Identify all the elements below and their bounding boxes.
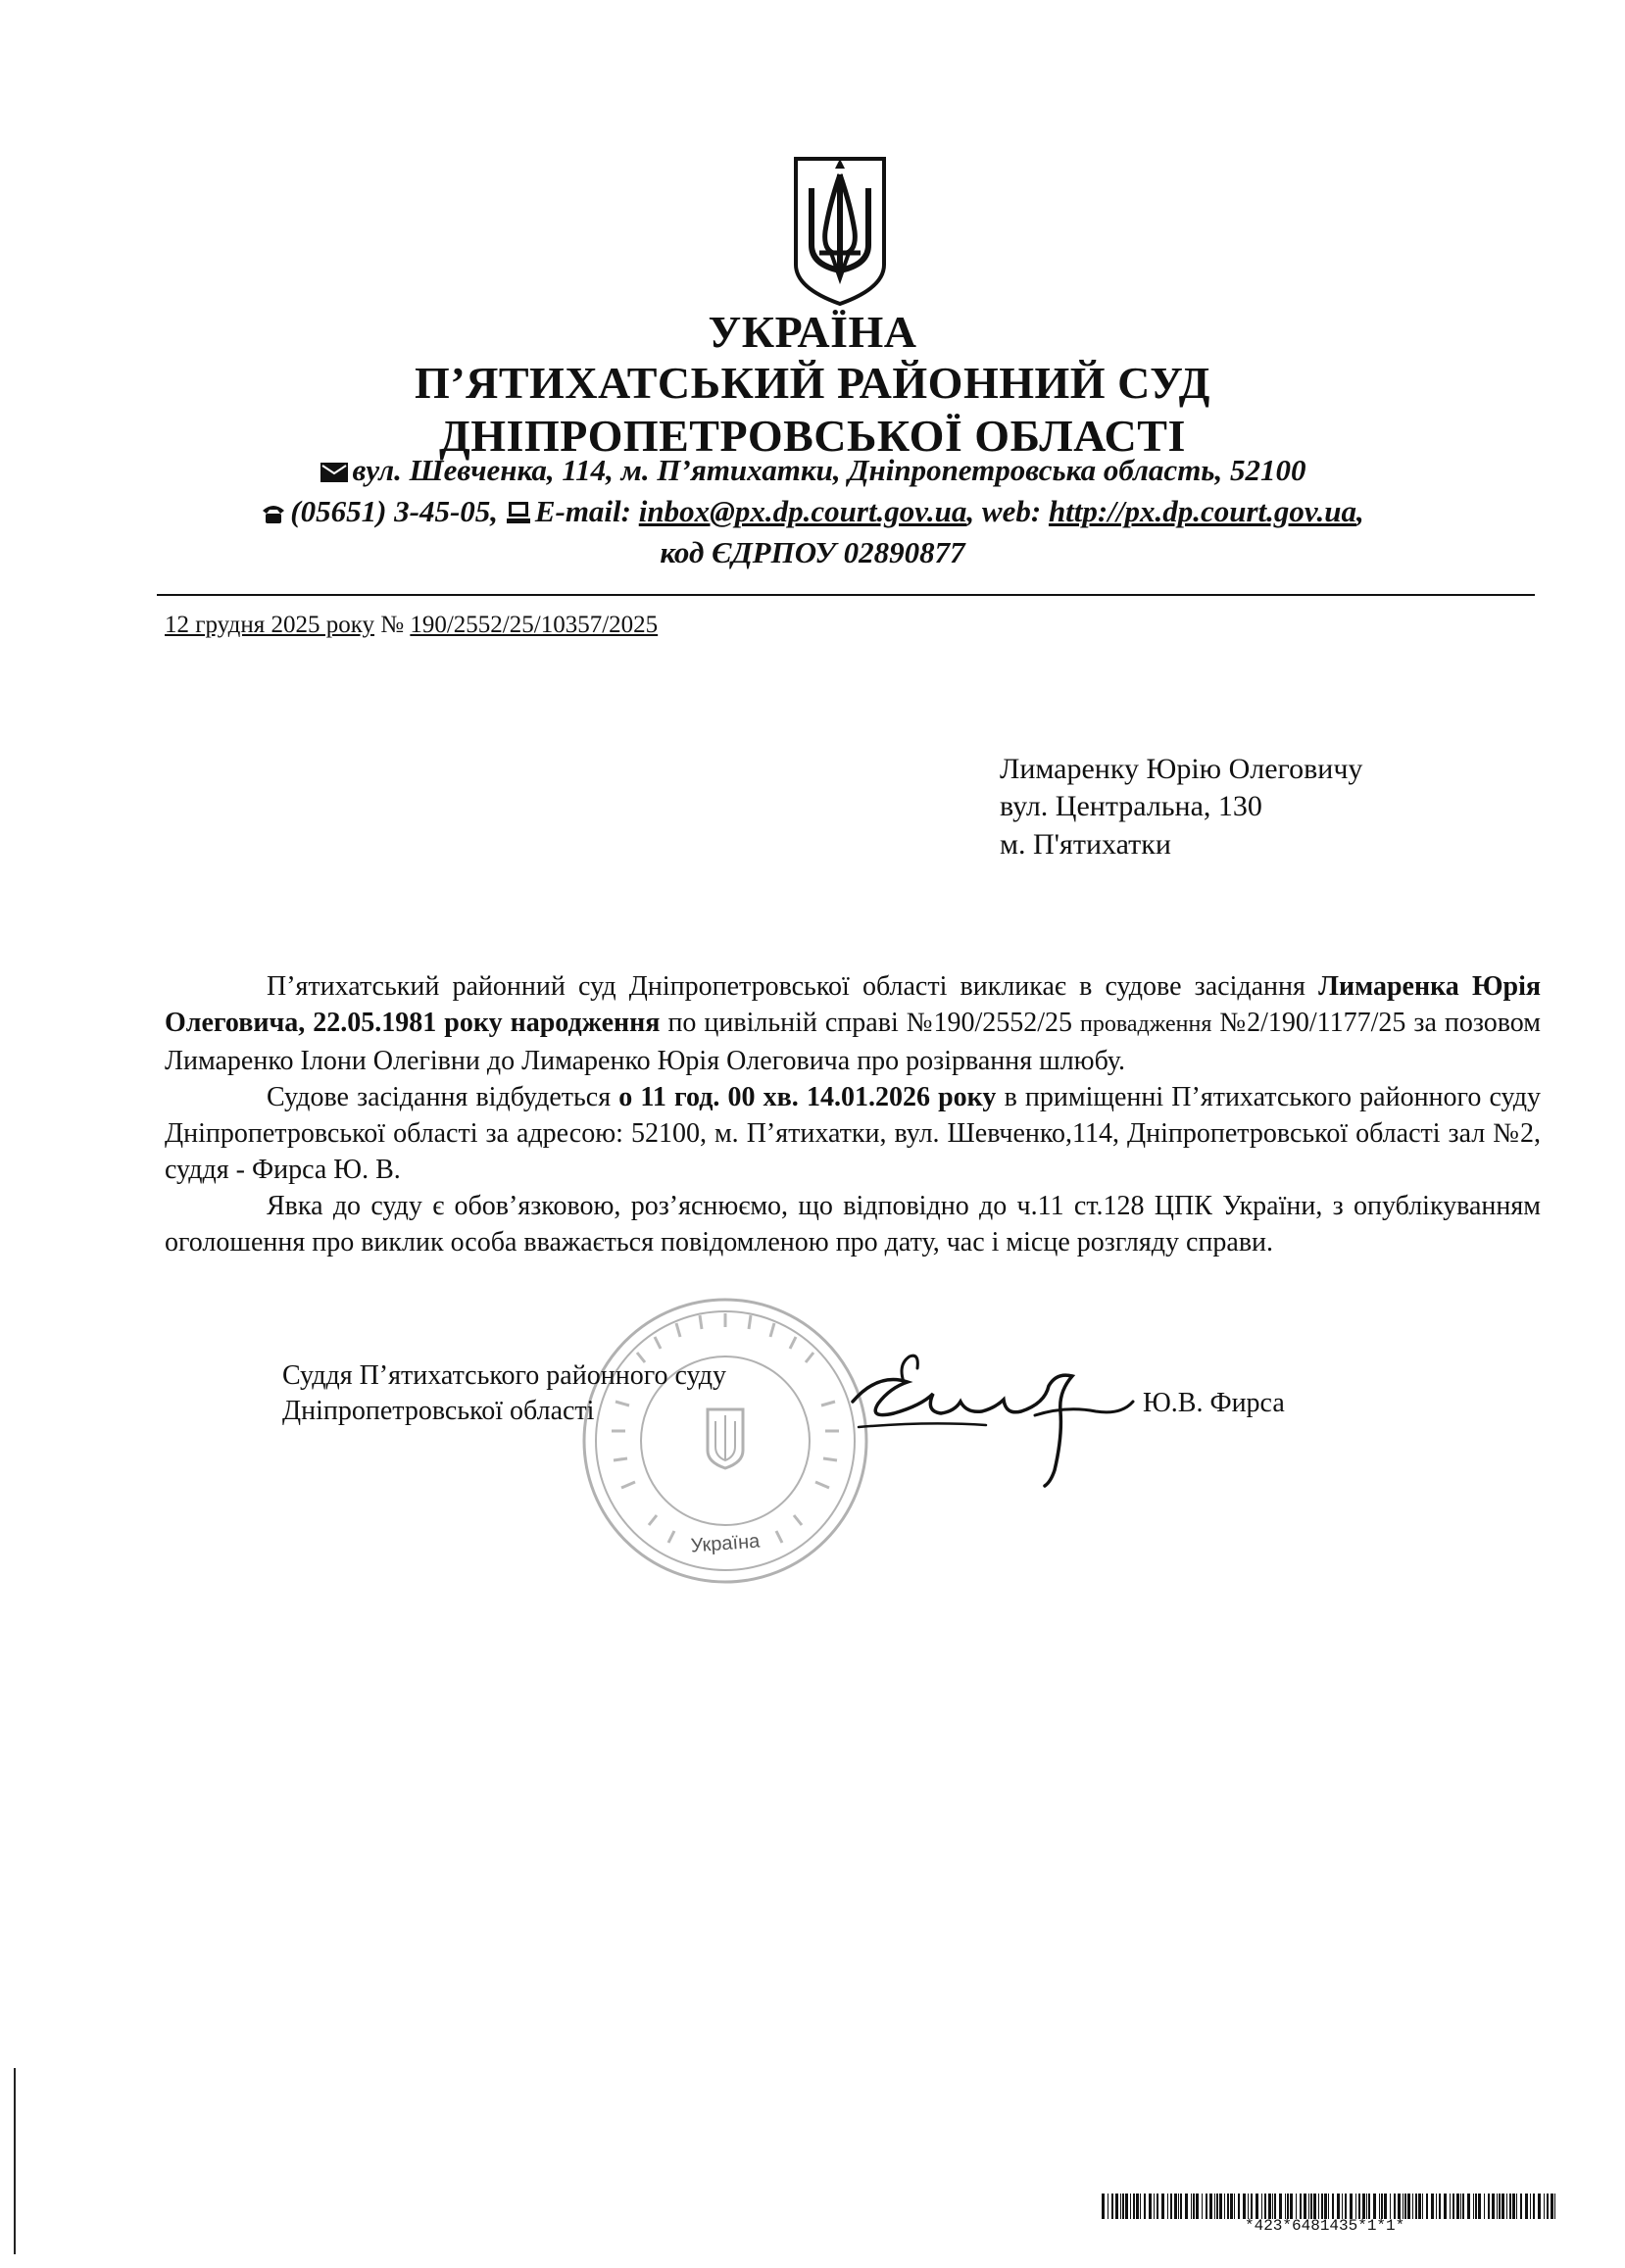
barcode: [1102, 2194, 1560, 2219]
addressee-name: Лимаренку Юрію Олеговичу: [1000, 753, 1363, 785]
summons-paragraph-2: [165, 1079, 1541, 1188]
p1-text-b: по цивільній справі №190/2552/25: [660, 1008, 1081, 1038]
signer-name: Ю.В. Фирса: [1143, 1388, 1285, 1418]
header-divider: [157, 594, 1535, 596]
trident-emblem-icon: [790, 155, 890, 308]
computer-icon: [506, 501, 531, 524]
reference-date: 12 грудня 2025 року: [165, 612, 374, 638]
p2-text-a: Судове засідання відбудеться: [267, 1082, 619, 1112]
court-name: П’ЯТИХАТСЬКИЙ РАЙОННИЙ СУД: [415, 358, 1210, 408]
handwritten-signature: [839, 1343, 1143, 1490]
phone-icon: [261, 503, 286, 524]
addressee-street: вул. Центральна, 130: [1000, 790, 1262, 822]
p1-small-word: провадження: [1080, 1011, 1212, 1037]
signer-position-line-1: Суддя П’ятихатського районного суду: [282, 1360, 727, 1391]
court-contacts: [0, 494, 1625, 529]
court-address: [0, 453, 1625, 488]
p2-hearing-time: о 11 год. 00 хв. 14.01.2026 року: [618, 1082, 997, 1112]
phone-text: (05651) 3-45-05,: [290, 494, 499, 528]
summons-body: [165, 968, 1541, 1260]
email-label: E-mail:: [534, 494, 631, 528]
reference-number: 190/2552/25/10357/2025: [410, 612, 659, 638]
court-region: ДНІПРОПЕТРОВСЬКОЇ ОБЛАСТІ: [439, 411, 1186, 461]
signer-position-line-2: Дніпропетровської області: [282, 1396, 595, 1426]
email-link[interactable]: inbox@px.dp.court.gov.ua: [638, 494, 967, 528]
country-title: УКРАЇНА: [708, 307, 917, 357]
summons-paragraph-1: [165, 968, 1541, 1079]
edrpou-code: код ЄДРПОУ 02890877: [660, 535, 965, 569]
web-suffix: ,: [1355, 494, 1364, 528]
barcode-text: *423*6481435*1*1*: [1245, 2217, 1405, 2235]
web-link[interactable]: http://px.dp.court.gov.ua: [1048, 494, 1356, 528]
reference-number-label: №: [380, 612, 405, 638]
document-reference: [165, 612, 658, 639]
web-label: , web:: [966, 494, 1042, 528]
stamp-text: Україна: [690, 1530, 761, 1557]
summons-paragraph-3: Явка до суду є обов’язковою, роз’яснюємо, що відповідно до ч.11 ст.128 ЦПК України, з опублікуванням оголошення про виклик особа вважається повідомленою про дату, час і місце розгляду справи.: [165, 1191, 1541, 1257]
address-text: вул. Шевченка, 114, м. П’ятихатки, Дніпропетровська область, 52100: [352, 453, 1306, 487]
p1-text-c: №2/190/1177/25 за позовом Лимаренко Ілони Олегівни до Лимаренко Юрія Олеговича про розірвання шлюбу.: [165, 1008, 1541, 1076]
p1-text-a: П’ятихатський районний суд Дніпропетровської області викликає в судове засідання: [267, 971, 1319, 1002]
p2-text-b: в приміщенні П’ятихатського районного суду Дніпропетровської області за адресою: 52100, м. П’ятихатки, вул. Шевченко,114, Дніпропетровської області зал №2, суддя - Фирса Ю. В.: [165, 1082, 1542, 1185]
addressee-city: м. П'ятихатки: [1000, 828, 1171, 861]
scan-edge-line: [14, 2068, 16, 2254]
p1-defendant-name: Лимаренка Юрія Олеговича, 22.05.1981 року народження: [165, 971, 1541, 1038]
mail-icon: [320, 462, 349, 483]
